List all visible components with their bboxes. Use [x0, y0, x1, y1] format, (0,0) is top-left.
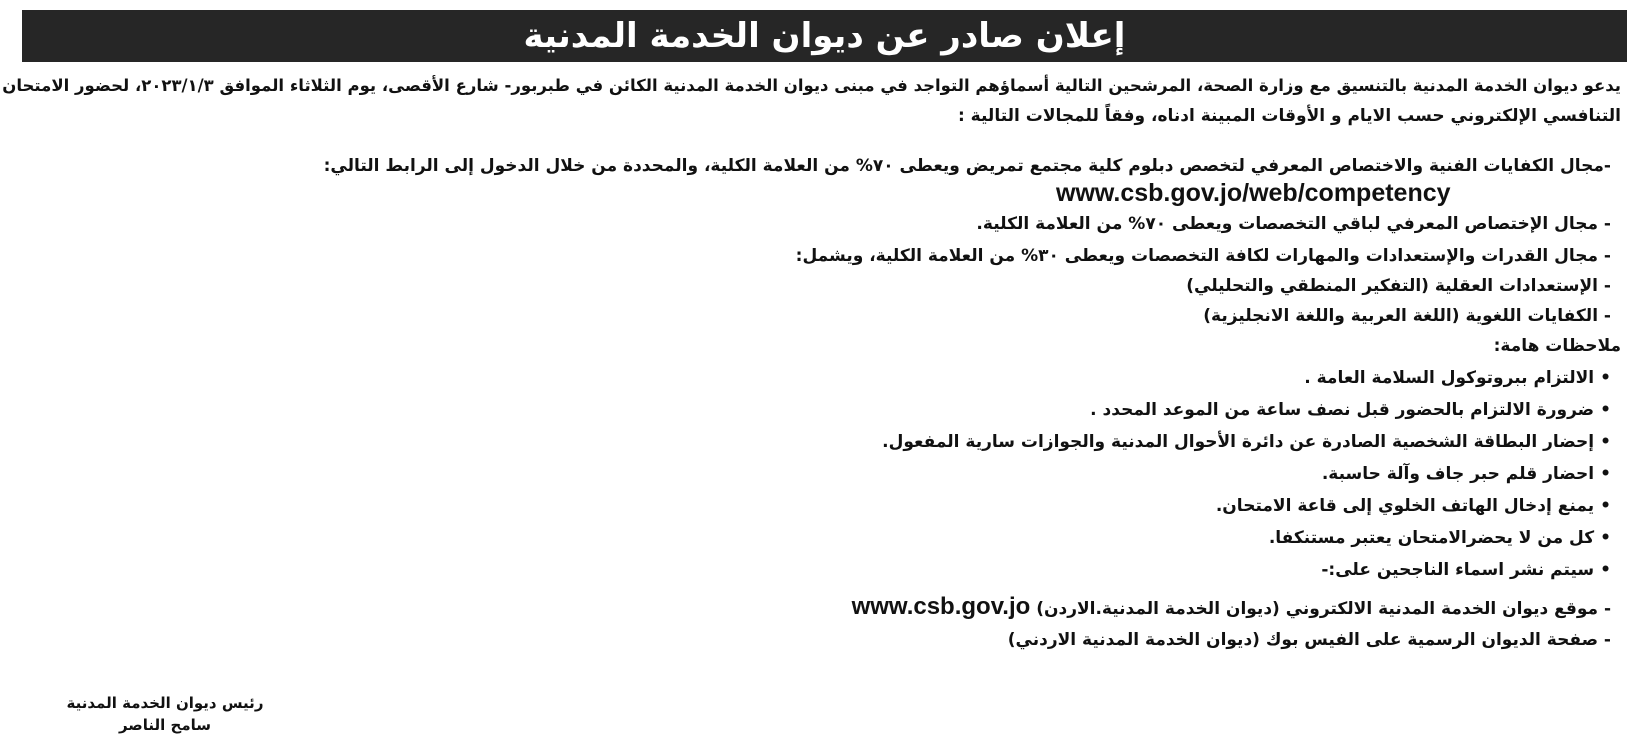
publish-facebook-line: - صفحة الديوان الرسمية على الفيس بوك (ديوان الخدمة المدنية الاردني)	[1007, 630, 1611, 650]
bullet-icon: •	[1600, 560, 1611, 580]
intro-line-2: التنافسي الإلكتروني حسب الايام و الأوقات المبينة ادناه، وفقاً للمجالات التالية :	[957, 106, 1621, 126]
field-item-mental: - الإستعدادات العقلية (التفكير المنطقي والتحليلي)	[1186, 276, 1611, 296]
note-item: •إحضار البطاقة الشخصية الصادرة عن دائرة الأحوال المدنية والجوازات سارية المفعول.	[882, 432, 1611, 452]
bullet-icon: •	[1600, 432, 1611, 452]
note-item: •يمنع إدخال الهاتف الخلوي إلى قاعة الامتحان.	[1215, 496, 1611, 516]
field-item-language: - الكفايات اللغوية (اللغة العربية واللغة الانجليزية)	[1203, 306, 1611, 326]
publish-site-label: - موقع ديوان الخدمة المدنية الالكتروني (ديوان الخدمة المدنية.الاردن)	[1036, 599, 1611, 619]
note-item: •سيتم نشر اسماء الناجحين على:-	[1321, 560, 1611, 580]
bullet-icon: •	[1600, 368, 1611, 388]
signature-block	[60, 692, 270, 736]
notes-heading: ملاحظات هامة:	[1493, 336, 1621, 356]
publish-site-line	[852, 590, 1611, 626]
bullet-icon: •	[1600, 528, 1611, 548]
signature-name: سامح الناصر	[118, 716, 212, 734]
field-item-abilities: - مجال القدرات والإستعدادات والمهارات لكافة التخصصات ويعطى ٣٠% من العلامة الكلية، ويشمل:	[795, 246, 1611, 266]
note-item: •الالتزام ببروتوكول السلامة العامة .	[1304, 368, 1611, 388]
bullet-icon: •	[1600, 400, 1611, 420]
announcement-header	[22, 10, 1627, 62]
note-item: •ضرورة الالتزام بالحضور قبل نصف ساعة من الموعد المحدد .	[1090, 400, 1611, 420]
intro-line-1: يدعو ديوان الخدمة المدنية بالتنسيق مع وزارة الصحة، المرشحين التالية أسماؤهم التواجد في مبنى ديوان الخدمة المدنية الكائن في طبربور- شارع الأقصى، يوم الثلاثاء الموافق ٢٠٢٣/١/٣، لحضور الامتحان	[2, 76, 1621, 95]
csb-site-link[interactable]: www.csb.gov.jo	[851, 593, 1031, 620]
note-item: •كل من لا يحضرالامتحان يعتبر مستنكفا.	[1268, 528, 1611, 548]
bullet-icon: •	[1600, 496, 1611, 516]
field-item-competency: -مجال الكفايات الفنية والاختصاص المعرفي لتخصص دبلوم كلية مجتمع تمريض ويعطى ٧٠% من العلامة الكلية، والمحددة من خلال الدخول إلى الرابط التالي:	[323, 156, 1611, 176]
note-item: •احضار قلم حبر جاف وآلة حاسبة.	[1321, 464, 1611, 484]
announcement-title: إعلان صادر عن ديوان الخدمة المدنية	[523, 16, 1126, 56]
field-item-specialization: - مجال الإختصاص المعرفي لباقي التخصصات ويعطى ٧٠% من العلامة الكلية.	[976, 214, 1611, 234]
bullet-icon: •	[1600, 464, 1611, 484]
competency-link[interactable]: www.csb.gov.jo/web/competency	[1056, 179, 1451, 207]
signature-title: رئيس ديوان الخدمة المدنية	[66, 694, 264, 712]
